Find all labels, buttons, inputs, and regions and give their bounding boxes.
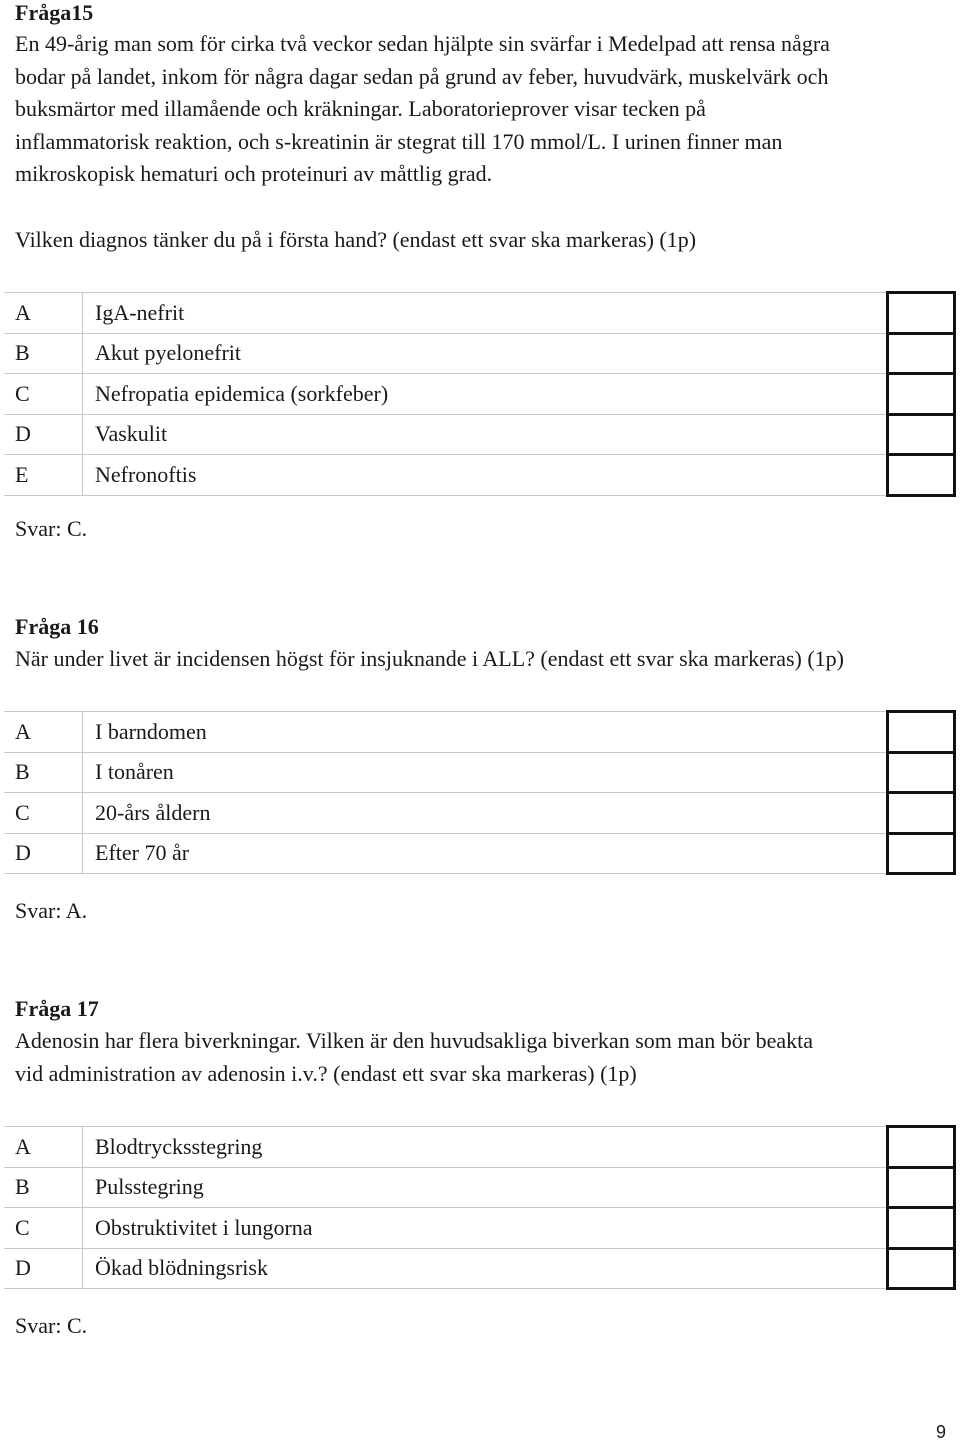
question-16-options bbox=[4, 710, 956, 875]
option-letter: B bbox=[4, 752, 83, 793]
option-row[interactable] bbox=[4, 414, 955, 455]
answer-checkbox[interactable] bbox=[888, 374, 955, 415]
page-number: 9 bbox=[935, 1422, 946, 1442]
option-row[interactable] bbox=[4, 455, 955, 496]
answer-checkbox[interactable] bbox=[888, 793, 955, 834]
option-row[interactable] bbox=[4, 793, 955, 834]
answer-checkbox[interactable] bbox=[888, 1127, 955, 1168]
option-text: Efter 70 år bbox=[83, 833, 888, 874]
question-15-options bbox=[4, 291, 956, 497]
question-15-title: Fråga15 bbox=[15, 0, 94, 25]
option-row[interactable] bbox=[4, 333, 955, 374]
question-15-answer: Svar: C. bbox=[15, 516, 88, 541]
option-letter: D bbox=[4, 414, 83, 455]
question-15-text bbox=[15, 28, 950, 191]
option-letter: B bbox=[4, 333, 83, 374]
option-text: IgA-nefrit bbox=[83, 293, 888, 334]
option-letter: C bbox=[4, 1208, 83, 1249]
option-row[interactable] bbox=[4, 1208, 955, 1249]
option-letter: D bbox=[4, 1248, 83, 1289]
question-15-line: buksmärtor med illamående och kräkningar. Laboratorieprover visar tecken på bbox=[15, 96, 706, 121]
option-text: Blodtrycksstegring bbox=[83, 1127, 888, 1168]
question-17-text bbox=[15, 1025, 950, 1090]
option-text: Obstruktivitet i lungorna bbox=[83, 1208, 888, 1249]
option-letter: B bbox=[4, 1167, 83, 1208]
option-row[interactable] bbox=[4, 1127, 955, 1168]
question-17-line: Adenosin har flera biverkningar. Vilken är den huvudsakliga biverkan som man bör beakta bbox=[15, 1028, 813, 1053]
question-16-text bbox=[15, 643, 950, 676]
option-letter: D bbox=[4, 833, 83, 874]
answer-checkbox[interactable] bbox=[888, 752, 955, 793]
option-text: Nefronoftis bbox=[83, 455, 888, 496]
question-16-answer: Svar: A. bbox=[15, 898, 88, 923]
answer-checkbox[interactable] bbox=[888, 712, 955, 753]
option-text: Ökad blödningsrisk bbox=[83, 1248, 888, 1289]
option-row[interactable] bbox=[4, 752, 955, 793]
option-row[interactable] bbox=[4, 293, 955, 334]
question-15-line: inflammatorisk reaktion, och s-kreatinin är stegrat till 170 mmol/L. I urinen finner man bbox=[15, 128, 783, 154]
option-text: Nefropatia epidemica (sorkfeber) bbox=[83, 374, 888, 415]
option-letter: C bbox=[4, 793, 83, 834]
question-17-answer: Svar: C. bbox=[15, 1313, 88, 1338]
answer-checkbox[interactable] bbox=[888, 293, 955, 334]
answer-checkbox[interactable] bbox=[888, 1208, 955, 1249]
option-letter: A bbox=[4, 712, 83, 753]
option-text: I barndomen bbox=[83, 712, 888, 753]
question-17-title: Fråga 17 bbox=[15, 996, 99, 1021]
question-16-line: När under livet är incidensen högst för insjuknande i ALL? (endast ett svar ska markeras) (1p) bbox=[15, 646, 845, 671]
option-text: 20-års åldern bbox=[83, 793, 888, 834]
answer-checkbox[interactable] bbox=[888, 333, 955, 374]
option-text: Akut pyelonefrit bbox=[83, 333, 888, 374]
option-letter: A bbox=[4, 1127, 83, 1168]
question-15-line: bodar på landet, inkom för några dagar sedan på grund av feber, huvudvärk, muskelvärk och bbox=[15, 63, 829, 89]
option-letter: A bbox=[4, 293, 83, 334]
option-row[interactable] bbox=[4, 1167, 955, 1208]
answer-checkbox[interactable] bbox=[888, 1248, 955, 1289]
answer-checkbox[interactable] bbox=[888, 414, 955, 455]
option-text: Pulsstegring bbox=[83, 1167, 888, 1208]
answer-checkbox[interactable] bbox=[888, 455, 955, 496]
option-letter: C bbox=[4, 374, 83, 415]
question-16-title: Fråga 16 bbox=[15, 614, 99, 639]
option-text: I tonåren bbox=[83, 752, 888, 793]
question-15-line: mikroskopisk hematuri och proteinuri av måttlig grad. bbox=[15, 161, 493, 186]
option-letter: E bbox=[4, 455, 83, 496]
answer-checkbox[interactable] bbox=[888, 833, 955, 874]
option-row[interactable] bbox=[4, 374, 955, 415]
question-15-prompt: Vilken diagnos tänker du på i första hand? (endast ett svar ska markeras) (1p) bbox=[15, 227, 697, 252]
answer-checkbox[interactable] bbox=[888, 1167, 955, 1208]
question-17-options bbox=[4, 1125, 956, 1290]
option-row[interactable] bbox=[4, 712, 955, 753]
question-15-line: En 49-årig man som för cirka två veckor sedan hjälpte sin svärfar i Medelpad att rensa några bbox=[15, 31, 830, 56]
option-row[interactable] bbox=[4, 833, 955, 874]
question-17-line: vid administration av adenosin i.v.? (endast ett svar ska markeras) (1p) bbox=[15, 1060, 637, 1086]
option-row[interactable] bbox=[4, 1248, 955, 1289]
option-text: Vaskulit bbox=[83, 414, 888, 455]
